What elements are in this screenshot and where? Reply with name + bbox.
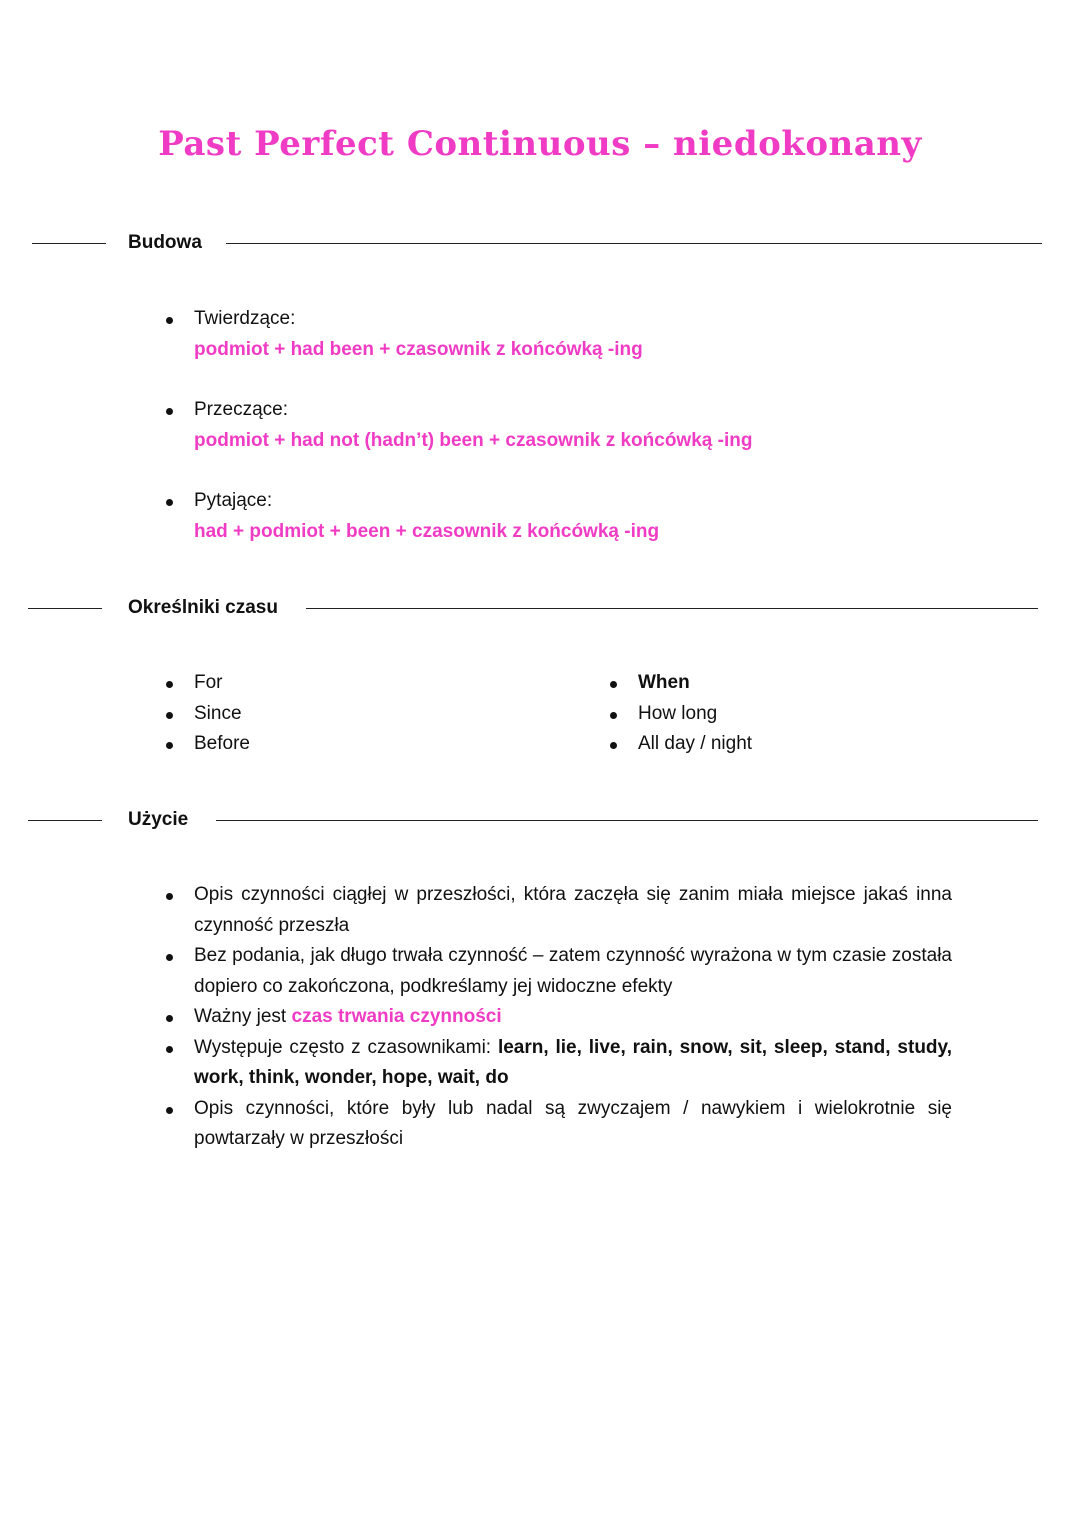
bullet-icon bbox=[166, 681, 173, 688]
divider-line bbox=[216, 820, 1038, 821]
structure-formula: podmiot + had been + czasownik z końcówką -ing bbox=[194, 338, 643, 360]
bullet-icon bbox=[166, 1107, 173, 1114]
list-item: When bbox=[638, 668, 998, 699]
highlight-text: czas trwania czynności bbox=[291, 1006, 502, 1027]
bullet-icon bbox=[166, 712, 173, 719]
divider-line bbox=[306, 608, 1038, 609]
page-title: Past Perfect Continuous – niedokonany bbox=[158, 124, 922, 164]
list-item: Since bbox=[194, 699, 554, 730]
section-header-okresliniki bbox=[0, 596, 1080, 620]
bullet-icon bbox=[166, 893, 173, 900]
list-item: How long bbox=[638, 699, 998, 730]
bullet-icon bbox=[166, 1046, 173, 1053]
bullet-icon bbox=[166, 1015, 173, 1022]
list-item: Opis czynności, które były lub nadal są zwyczajem / nawykiem i wielokrotnie się powtarzały w przeszłości bbox=[194, 1094, 952, 1155]
list-item bbox=[194, 395, 974, 456]
list-item: Opis czynności ciągłej w przeszłości, która zaczęła się zanim miała miejsce jakaś inna czynność przeszła bbox=[194, 880, 952, 941]
divider-line bbox=[28, 608, 102, 609]
time-expressions-left bbox=[194, 668, 554, 760]
bullet-icon bbox=[166, 499, 173, 506]
section-heading: Budowa bbox=[128, 232, 202, 253]
bullet-icon bbox=[166, 954, 173, 961]
divider-line bbox=[28, 820, 102, 821]
structure-label: Przeczące: bbox=[194, 399, 288, 420]
bullet-icon bbox=[610, 742, 617, 749]
list-item: Bez podania, jak długo trwała czynność – zatem czynność wyrażona w tym czasie została dopiero co zakończona, podkreślamy jej widoczne efekty bbox=[194, 941, 952, 1002]
section-heading: Użycie bbox=[128, 809, 189, 830]
divider-line bbox=[226, 243, 1042, 244]
list-item: Ważny jest czas trwania czynności bbox=[194, 1002, 952, 1033]
structure-label: Pytające: bbox=[194, 490, 273, 511]
list-item: Występuje często z czasownikami: learn, lie, live, rain, snow, sit, sleep, stand, study, work, think, wonder, hope, wait, do bbox=[194, 1033, 952, 1094]
list-item: All day / night bbox=[638, 729, 998, 760]
section-header-uzycie bbox=[0, 808, 1080, 832]
list-item bbox=[194, 486, 974, 547]
structure-formula: had + podmiot + been + czasownik z końcówką -ing bbox=[194, 520, 660, 542]
list-item: For bbox=[194, 668, 554, 699]
bullet-icon bbox=[166, 742, 173, 749]
bullet-icon bbox=[610, 712, 617, 719]
usage-list bbox=[194, 880, 952, 1155]
time-expressions-right bbox=[638, 668, 998, 760]
divider-line bbox=[32, 243, 106, 244]
bullet-icon bbox=[166, 317, 173, 324]
bullet-icon bbox=[610, 681, 617, 688]
structure-list bbox=[194, 304, 974, 547]
section-heading: Określniki czasu bbox=[128, 597, 278, 618]
structure-formula: podmiot + had not (hadn’t) been + czasownik z końcówką -ing bbox=[194, 429, 753, 451]
verb-list: learn, lie, live, rain, snow, sit, sleep, stand, study, work, think, wonder, hope, wait, do bbox=[194, 1036, 952, 1088]
list-item: Before bbox=[194, 729, 554, 760]
structure-label: Twierdzące: bbox=[194, 308, 296, 329]
list-item bbox=[194, 304, 974, 365]
bullet-icon bbox=[166, 408, 173, 415]
section-header-budowa bbox=[0, 231, 1080, 255]
